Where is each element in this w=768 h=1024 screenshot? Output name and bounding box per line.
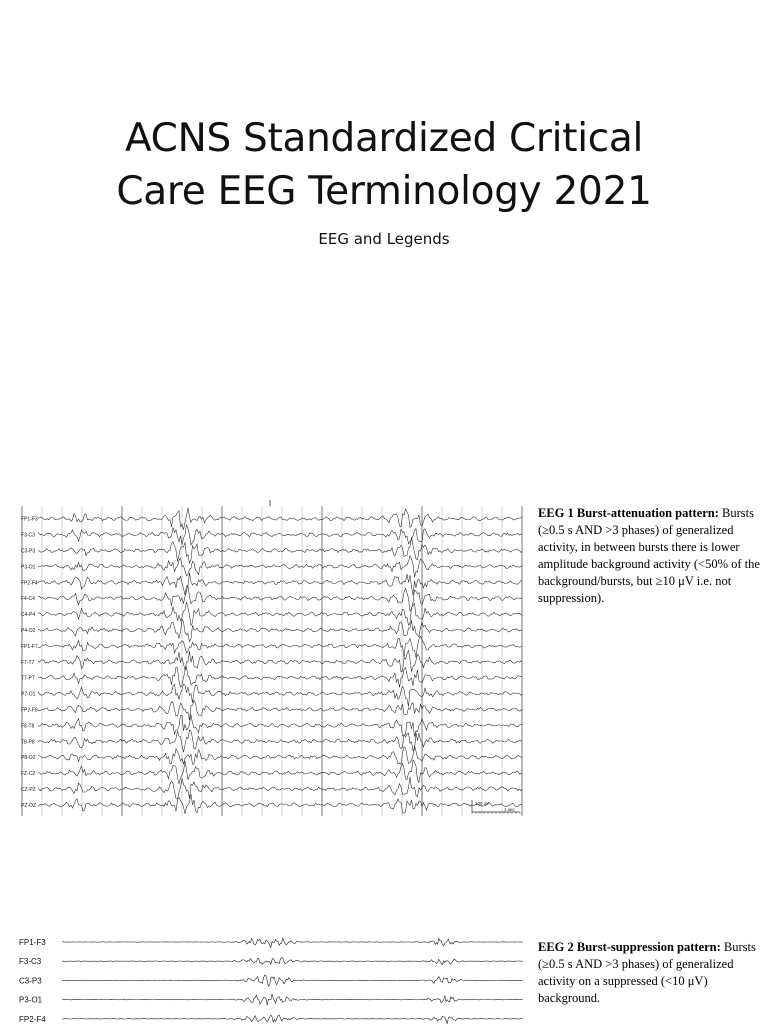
slide-subtitle: EEG and Legends bbox=[318, 230, 450, 248]
eeg1-channel-label: T8-P8 bbox=[21, 739, 35, 746]
eeg1-legend bbox=[538, 505, 760, 607]
eeg1-channel-label: CZ-PZ bbox=[21, 786, 36, 793]
eeg1-trace bbox=[38, 746, 523, 765]
eeg2-trace bbox=[62, 994, 523, 1005]
eeg1-trace bbox=[38, 684, 523, 706]
eeg1-trace bbox=[38, 619, 523, 642]
eeg1-trace bbox=[38, 760, 523, 784]
title-line-2: Care EEG Terminology 2021 bbox=[116, 169, 652, 214]
eeg1-channel-label: P7-O1 bbox=[21, 691, 36, 698]
eeg2-trace bbox=[62, 1015, 523, 1024]
eeg1-trace bbox=[38, 651, 523, 673]
eeg1-legend-heading: EEG 1 Burst-attenuation pattern: bbox=[538, 506, 723, 520]
eeg2-channel-label: FP2-F4 bbox=[19, 1014, 46, 1024]
eeg1-channel-label: FP1-F3 bbox=[21, 516, 38, 523]
eeg2-legend-heading: EEG 2 Burst-suppression pattern: bbox=[538, 940, 724, 954]
eeg1-channel-label: P4-O2 bbox=[21, 628, 36, 635]
eeg2-legend bbox=[538, 939, 760, 1007]
eeg1-channel-label: T7-P7 bbox=[21, 675, 35, 682]
eeg1-scale-marker bbox=[472, 800, 520, 814]
eeg1-trace bbox=[38, 525, 523, 545]
eeg2-channel-label: P3-O1 bbox=[19, 995, 43, 1005]
eeg2-trace bbox=[62, 957, 523, 965]
eeg1-trace bbox=[38, 730, 523, 752]
eeg1-trace bbox=[38, 556, 523, 578]
eeg1-grid bbox=[22, 500, 522, 816]
slide-title bbox=[0, 112, 768, 218]
eeg1-channel-label: FZ-CZ bbox=[21, 771, 36, 778]
eeg1-channel-label: F7-T7 bbox=[21, 659, 35, 666]
eeg1-trace bbox=[38, 794, 523, 814]
eeg1-trace bbox=[38, 777, 523, 799]
eeg2-channel-label: F3-C3 bbox=[19, 957, 42, 967]
eeg1-channel-label: C3-P3 bbox=[21, 548, 36, 555]
eeg1-burst-attenuation-figure bbox=[20, 500, 525, 820]
eeg1-trace bbox=[38, 508, 523, 530]
eeg1-trace bbox=[38, 602, 523, 626]
eeg1-trace bbox=[38, 667, 523, 688]
eeg2-burst-suppression-figure bbox=[18, 928, 525, 1024]
eeg2-trace bbox=[62, 938, 523, 948]
eeg1-channel-label: F4-C4 bbox=[21, 596, 35, 603]
title-line-1: ACNS Standardized Critical bbox=[124, 116, 644, 161]
eeg1-channel-label: P3-O1 bbox=[21, 564, 36, 571]
eeg1-trace bbox=[38, 636, 523, 658]
eeg1-trace bbox=[38, 715, 523, 737]
eeg1-trace bbox=[38, 537, 523, 563]
eeg1-channel-label: PZ-OZ bbox=[21, 802, 36, 809]
eeg1-legend-body: Bursts (≥0.5 s AND >3 phases) of generalized activity, in between bursts there is lower amplitude background activity (<50% of the background/bursts, but ≥10 μV i.e. not suppression). bbox=[538, 506, 760, 605]
eeg1-channel-label: FP2-F8 bbox=[21, 707, 38, 714]
eeg1-channel-label: P8-O2 bbox=[21, 755, 36, 762]
eeg1-trace bbox=[38, 573, 523, 596]
eeg1-channel-label: F3-C3 bbox=[21, 532, 35, 539]
eeg1-channel-label: C4-P4 bbox=[21, 612, 36, 619]
eeg1-scale-amplitude: 100 uV bbox=[475, 801, 490, 806]
eeg2-channel-label: C3-P3 bbox=[19, 976, 42, 986]
eeg2-channel-label: FP1-F3 bbox=[19, 938, 46, 947]
eeg1-channel-label: FP1-F7 bbox=[21, 643, 38, 650]
eeg2-legend-body: Bursts (≥0.5 s AND >3 phases) of generalized activity on a suppressed (<10 μV) background. bbox=[538, 940, 756, 1005]
eeg1-channel-label: F8-T8 bbox=[21, 723, 35, 730]
eeg1-channel-label: FP2-F4 bbox=[21, 580, 38, 587]
eeg1-trace bbox=[38, 700, 523, 720]
eeg1-trace bbox=[38, 585, 523, 611]
eeg1-scale-time: 1 sec bbox=[504, 807, 515, 812]
eeg2-trace bbox=[62, 975, 523, 986]
